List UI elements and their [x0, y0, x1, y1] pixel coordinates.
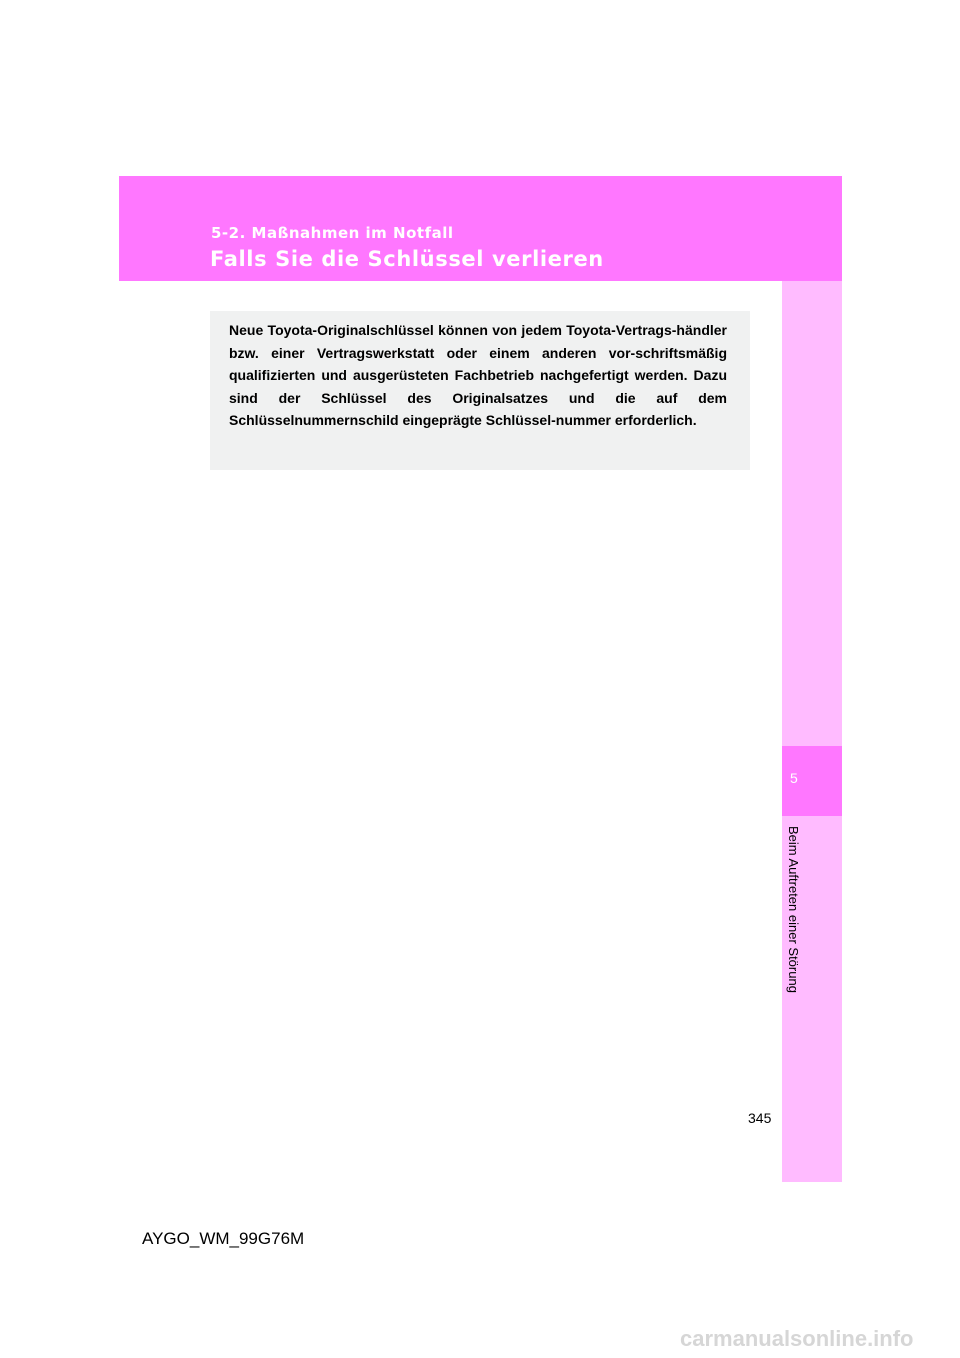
section-label: 5-2. Maßnahmen im Notfall [211, 224, 454, 242]
page-number: 345 [748, 1110, 772, 1126]
section-header [119, 176, 842, 281]
info-box [210, 311, 750, 470]
chapter-tab [782, 746, 842, 816]
page-title: Falls Sie die Schlüssel verlieren [210, 247, 604, 271]
info-text: Neue Toyota-Originalschlüssel können von jedem Toyota-Vertrags-händler bzw. einer Vertragswerkstatt oder einem anderen vor-schriftsmäßig qualifizierten und ausgerüsteten Fachbetrieb nachgefertigt werden. Dazu sind der Schlüssel des Originalsatzes und die auf dem Schlüsselnummernschild eingeprägte Schlüssel-nummer erforderlich. [229, 322, 727, 429]
chapter-number: 5 [790, 770, 798, 786]
chapter-title: Beim Auftreten einer Störung [786, 826, 801, 993]
chapter-side-strip [782, 281, 842, 1182]
watermark: carmanualsonline.info [680, 1326, 914, 1351]
document-code: AYGO_WM_99G76M [142, 1229, 305, 1248]
